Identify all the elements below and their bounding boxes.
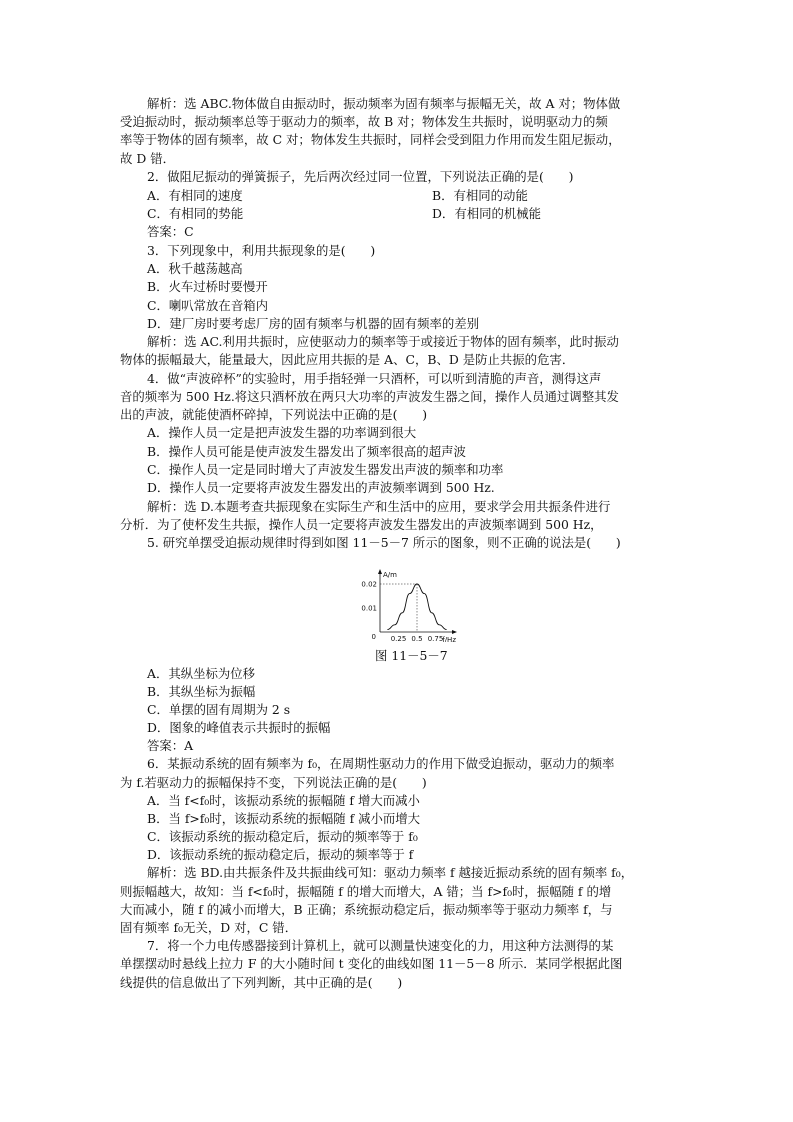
option-line: D．操作人员一定要将声波发生器发出的声波频率调到 500 Hz.: [147, 480, 495, 495]
text-line: 大而减小，随 f 的减小而增大，B 正确；系统振动稳定后，振动频率等于驱动力频率 f，与: [120, 902, 613, 917]
text-line: 为 f.若驱动力的振幅保持不变，下列说法正确的是( ): [120, 775, 427, 790]
option-line: D．建厂房时要考虑厂房的固有频率与机器的固有频率的差别: [147, 316, 480, 331]
figure-caption: 图 11－5－7: [375, 648, 448, 663]
question-2-stem: 2．做阻尼振动的弹簧振子，先后两次经过同一位置，下列说法正确的是( ): [147, 169, 574, 184]
option-line: C．单摆的固有周期为 2 s: [147, 702, 291, 717]
option-line: A．当 f<f₀时，该振动系统的振幅随 f 增大而减小: [147, 793, 420, 808]
x-tick-label: 0.5: [411, 635, 423, 642]
option-line: B．操作人员可能是使声波发生器发出了频率很高的超声波: [147, 444, 466, 459]
option-line: D．该振动系统的振动稳定后，振动的频率等于 f: [147, 847, 414, 862]
text-line: 线提供的信息做出了下列判断，其中正确的是( ): [120, 975, 403, 990]
option-line: A．其纵坐标为位移: [147, 666, 256, 681]
option-line: B．当 f>f₀时，该振动系统的振幅随 f 减小而增大: [147, 811, 421, 826]
q2-option-a: A．有相同的速度: [147, 188, 243, 203]
analysis-line: 解析：选 D.本题考查共振现象在实际生产和生活中的应用，要求学会用共振条件进行: [147, 499, 611, 514]
question-6-stem: 6．某振动系统的固有频率为 f₀，在周期性驱动力的作用下做受迫振动，驱动力的频率: [147, 756, 615, 771]
analysis-line: 解析：选 BD.由共振条件及共振曲线可知：驱动力频率 f 越接近振动系统的固有频率 f₀，: [147, 865, 634, 880]
text-line: 分析．为了使杯发生共振，操作人员一定要将声波发生器发出的声波频率调到 500 Hz，: [120, 517, 603, 532]
text-line: 故 D 错．: [120, 151, 175, 166]
y-tick-label: 0.01: [361, 604, 377, 613]
question-7-stem: 7．将一个力电传感器接到计算机上，就可以测量快速变化的力，用这种方法测得的某: [147, 938, 614, 953]
text-line: 物体的振幅最大，能量最大，因此应用共振的是 A、C，B、D 是防止共振的危害．: [120, 352, 575, 367]
q2-option-d: D．有相同的机械能: [432, 206, 542, 221]
q2-option-b: B．有相同的动能: [432, 188, 528, 203]
text-line: 出的声波，就能使酒杯碎掉，下列说法中正确的是( ): [120, 407, 428, 422]
question-4-stem: 4．做“声波碎杯”的实验时，用手指轻弹一只酒杯，可以听到清脆的声音，测得这声: [147, 371, 602, 386]
option-line: C．该振动系统的振动稳定后，振动的频率等于 f₀: [147, 829, 418, 844]
text-line: 率等于物体的固有频率，故 C 对；物体发生共振时，同样会受到阻力作用而发生阻尼振动，: [120, 132, 621, 147]
option-line: C．操作人员一定是同时增大了声波发生器发出声波的频率和功率: [147, 462, 504, 477]
resonance-curve-figure: [350, 566, 470, 642]
text-line: 固有频率 f₀无关，D 对，C 错．: [120, 920, 298, 935]
origin-label: 0: [371, 633, 376, 641]
y-axis-label: A/m: [383, 571, 397, 579]
y-axis-arrow: [378, 569, 382, 574]
option-line: A．秋千越荡越高: [147, 261, 243, 276]
x-tick-label: 0.75: [427, 635, 444, 642]
text-line: 解析：选 ABC.物体做自由振动时，振动频率为固有频率与振幅无关，故 A 对；物体做: [147, 96, 621, 111]
option-line: B．火车过桥时要慢开: [147, 279, 268, 294]
x-tick-label: 0.25: [390, 635, 407, 642]
x-axis-label: f/Hz: [442, 636, 456, 642]
option-line: A．操作人员一定是把声波发生器的功率调到很大: [147, 425, 417, 440]
option-line: C．喇叭常放在音箱内: [147, 298, 268, 313]
question-3-stem: 3．下列现象中，利用共振现象的是( ): [147, 243, 376, 258]
answer-line: 答案：C: [147, 224, 194, 239]
analysis-line: 解析：选 AC.利用共振时，应使驱动力的频率等于或接近于物体的固有频率，此时振动: [147, 334, 619, 349]
text-line: 则振幅越大，故知：当 f<f₀时，振幅随 f 的增大而增大，A 错；当 f>f₀时，振幅随 f 的增: [120, 884, 612, 899]
answer-line: 答案：A: [147, 738, 194, 753]
y-tick-label: 0.02: [361, 580, 377, 589]
x-axis-arrow: [452, 630, 457, 634]
text-line: 音的频率为 500 Hz.将这只酒杯放在两只大功率的声波发生器之间，操作人员通过调整其发: [120, 389, 619, 404]
text-line: 单摆摆动时悬线上拉力 F 的大小随时间 t 变化的曲线如图 11－5－8 所示．某同学根据此图: [120, 956, 623, 971]
option-line: D．图象的峰值表示共振时的振幅: [147, 720, 331, 735]
question-5-stem: 5. 研究单摆受迫振动规律时得到如图 11－5－7 所示的图象，则不正确的说法是( ): [147, 535, 621, 550]
option-line: B．其纵坐标为振幅: [147, 684, 256, 699]
q2-option-c: C．有相同的势能: [147, 206, 244, 221]
text-line: 受迫振动时，振动频率总等于驱动力的频率，故 B 对；物体发生共振时，说明驱动力的频: [120, 114, 608, 129]
